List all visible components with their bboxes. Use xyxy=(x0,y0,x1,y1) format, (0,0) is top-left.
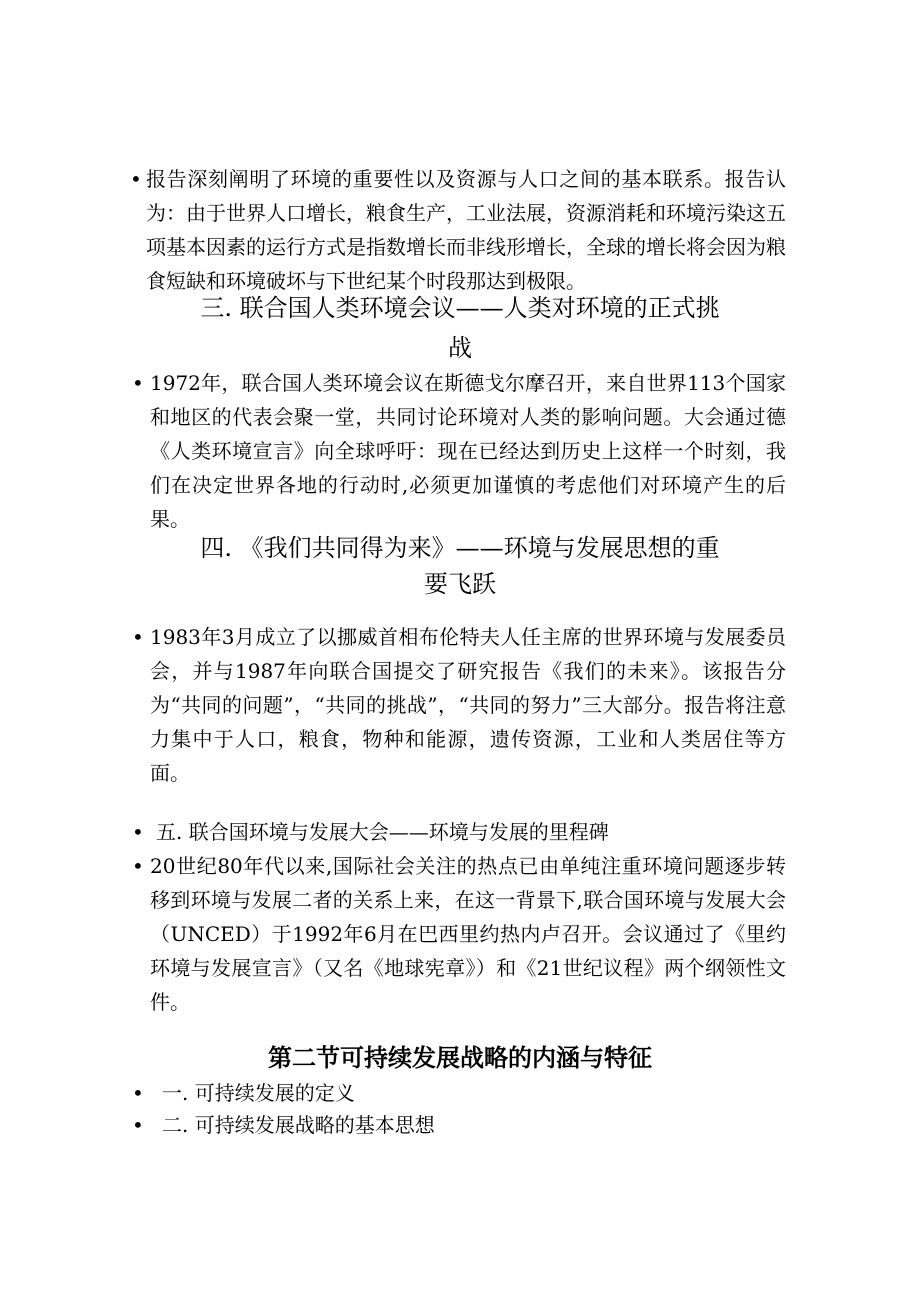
bullet-marker: • xyxy=(132,820,144,844)
bullet-marker: • xyxy=(132,625,144,649)
bullet-paragraph-2 xyxy=(132,366,786,536)
item-rio-milestone: 五. 联合国环境与发展大会——环境与发展的里程碑 xyxy=(156,820,609,844)
item-basic-ideas: 二. 可持续发展战略的基本思想 xyxy=(162,1113,435,1137)
bullet-paragraph-4 xyxy=(132,849,786,1019)
bullet-marker: • xyxy=(132,1081,144,1105)
bullet-marker: • xyxy=(132,854,144,878)
bullet-item-5 xyxy=(132,815,786,849)
paragraph-stockholm-conference: 1972年，联合国人类环境会议在斯德戈尔摩召开，来自世界113个国家和地区的代表会聚一堂，共同讨论环境对人类的影响问题。大会通过德《人类环境宣言》向全球呼吁：现在已经达到历史上这样一个时刻，我们在决定世界各地的行动时,必须更加谨慎的考虑他们对环境产生的后果。 xyxy=(150,371,786,531)
heading-section-4-line2: 要飞跃 xyxy=(424,570,496,598)
bullet-marker: • xyxy=(132,371,144,395)
bullet-marker: • xyxy=(132,1113,144,1137)
bullet-paragraph-1 xyxy=(130,162,786,298)
heading-section-3-line1: 三. 联合国人类环境会议——人类对环境的正式挑 xyxy=(200,294,720,322)
paragraph-our-common-future: 1983年3月成立了以挪威首相布伦特夫人任主席的世界环境与发展委员会，并与1987年向联合国提交了研究报告《我们的未来》。该报告分为“共同的问题”，“共同的挑战”，“共同的努力”三大部分。报告将注意力集中于人口，粮食，物种和能源，遗传资源，工业和人类居住等方面。 xyxy=(150,625,786,785)
heading-section-4-line1: 四. 《我们共同得为来》——环境与发展思想的重 xyxy=(200,534,720,562)
paragraph-report-summary: 报告深刻阐明了环境的重要性以及资源与人口之间的基本联系。报告认为：由于世界人口增长，粮食生产，工业法展，资源消耗和环境污染这五项基本因素的运行方式是指数增长而非线形增长，全球的增长将会因为粮食短缺和环境破坏与下世纪某个时段那达到极限。 xyxy=(146,167,786,293)
section-title: 第二节可持续发展战略的内涵与特征 xyxy=(268,1043,652,1072)
item-definition: 一. 可持续发展的定义 xyxy=(162,1081,355,1105)
bullet-paragraph-3 xyxy=(132,620,786,790)
paragraph-unced: 20世纪80年代以来,国际社会关注的热点已由单纯注重环境问题逐步转移到环境与发展二者的关系上来，在这一背景下,联合国环境与发展大会（UNCED）于1992年6月在巴西里约热内卢召开。会议通过了《里约环境与发展宣言》（又名《地球宪章》）和《21世纪议程》两个纲领性文件。 xyxy=(150,854,786,1014)
heading-section-3-line2: 战 xyxy=(448,334,472,362)
bullet-section-item-1 xyxy=(132,1078,762,1108)
bullet-section-item-2 xyxy=(132,1110,762,1140)
bullet-marker: • xyxy=(130,167,142,191)
